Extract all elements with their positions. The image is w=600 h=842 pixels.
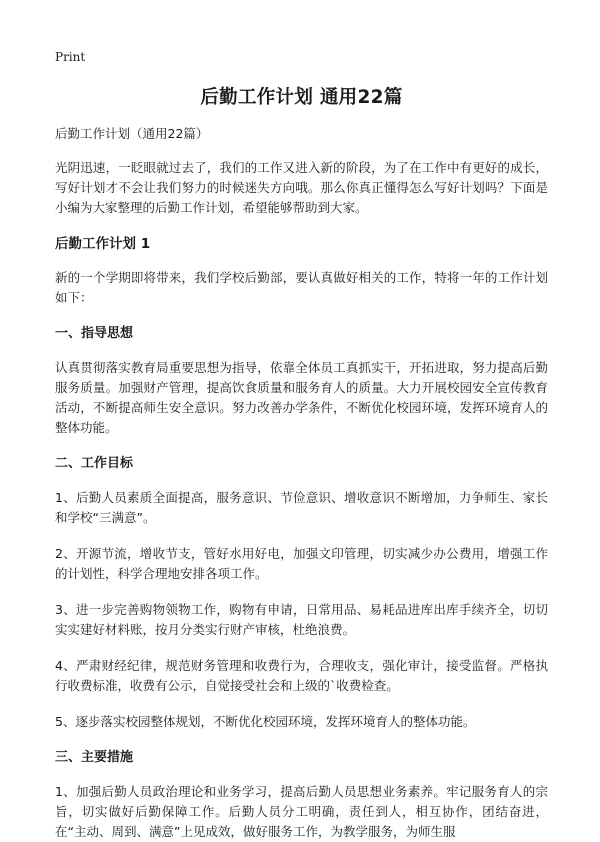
section-main-measures-heading: 三、主要措施 xyxy=(55,750,134,765)
work-goal-item: 2、开源节流，增收节支，管好水用好电，加强文印管理，切实减少办公费用，增强工作的计划性，科学合理地安排各项工作。 xyxy=(55,546,548,581)
intro-paragraph: 光阴迅速，一眨眼就过去了，我们的工作又进入新的阶段，为了在工作中有更好的成长，写好计划才不会让我们努力的时候迷失方向哦。那么你真正懂得怎么写好计划吗？下面是小编为大家整理的后勤工作计划，希望能够帮助到大家。 xyxy=(55,160,548,215)
work-goal-item: 3、进一步完善购物领物工作，购物有申请，日常用品、易耗品进库出库手续齐全，切切实实建好材料账，按月分类实行财产审核，杜绝浪费。 xyxy=(55,602,548,637)
section-guiding-ideology-heading: 一、指导思想 xyxy=(55,326,134,341)
print-link[interactable]: Print xyxy=(55,50,86,64)
section-guiding-ideology-text: 认真贯彻落实教育局重要思想为指导，依靠全体员工真抓实干，开拓进取，努力提高后勤服务质量。加强财产管理，提高饮食质量和服务育人的质量。大力开展校园安全宣传教育活动，不断提高师生安全意识。努力改善办学条件，不断优化校园环境，发挥环境育人的整体功能。 xyxy=(55,360,548,435)
page-title: 后勤工作计划 通用22篇 xyxy=(200,87,403,108)
work-goal-item: 5、逐步落实校园整体规划，不断优化校园环境，发挥环境育人的整体功能。 xyxy=(55,714,476,729)
section-main-measures-text: 1、加强后勤人员政治理论和业务学习，提高后勤人员思想业务素养。牢记服务育人的宗旨，切实做好后勤保障工作。后勤人员分工明确，责任到人，相互协作，团结奋进，在“主动、周到、满意”上见成效，做好服务工作，为教学服务，为师生服 xyxy=(55,784,548,839)
plan-1-intro: 新的一个学期即将带来，我们学校后勤部，要认真做好相关的工作，特将一年的工作计划如下： xyxy=(55,270,548,305)
work-goal-item: 4、严肃财经纪律，规范财务管理和收费行为，合理收支，强化审计，接受监督。严格执行收费标准，收费有公示，自觉接受社会和上级的`收费检查。 xyxy=(55,658,548,693)
section-work-goals-heading: 二、工作目标 xyxy=(55,456,134,471)
document-subtitle: 后勤工作计划（通用22篇） xyxy=(55,126,209,141)
work-goal-item: 1、后勤人员素质全面提高，服务意识、节俭意识、增收意识不断增加，力争师生、家长和学校“三满意”。 xyxy=(55,490,548,525)
plan-1-heading: 后勤工作计划 1 xyxy=(55,236,151,252)
